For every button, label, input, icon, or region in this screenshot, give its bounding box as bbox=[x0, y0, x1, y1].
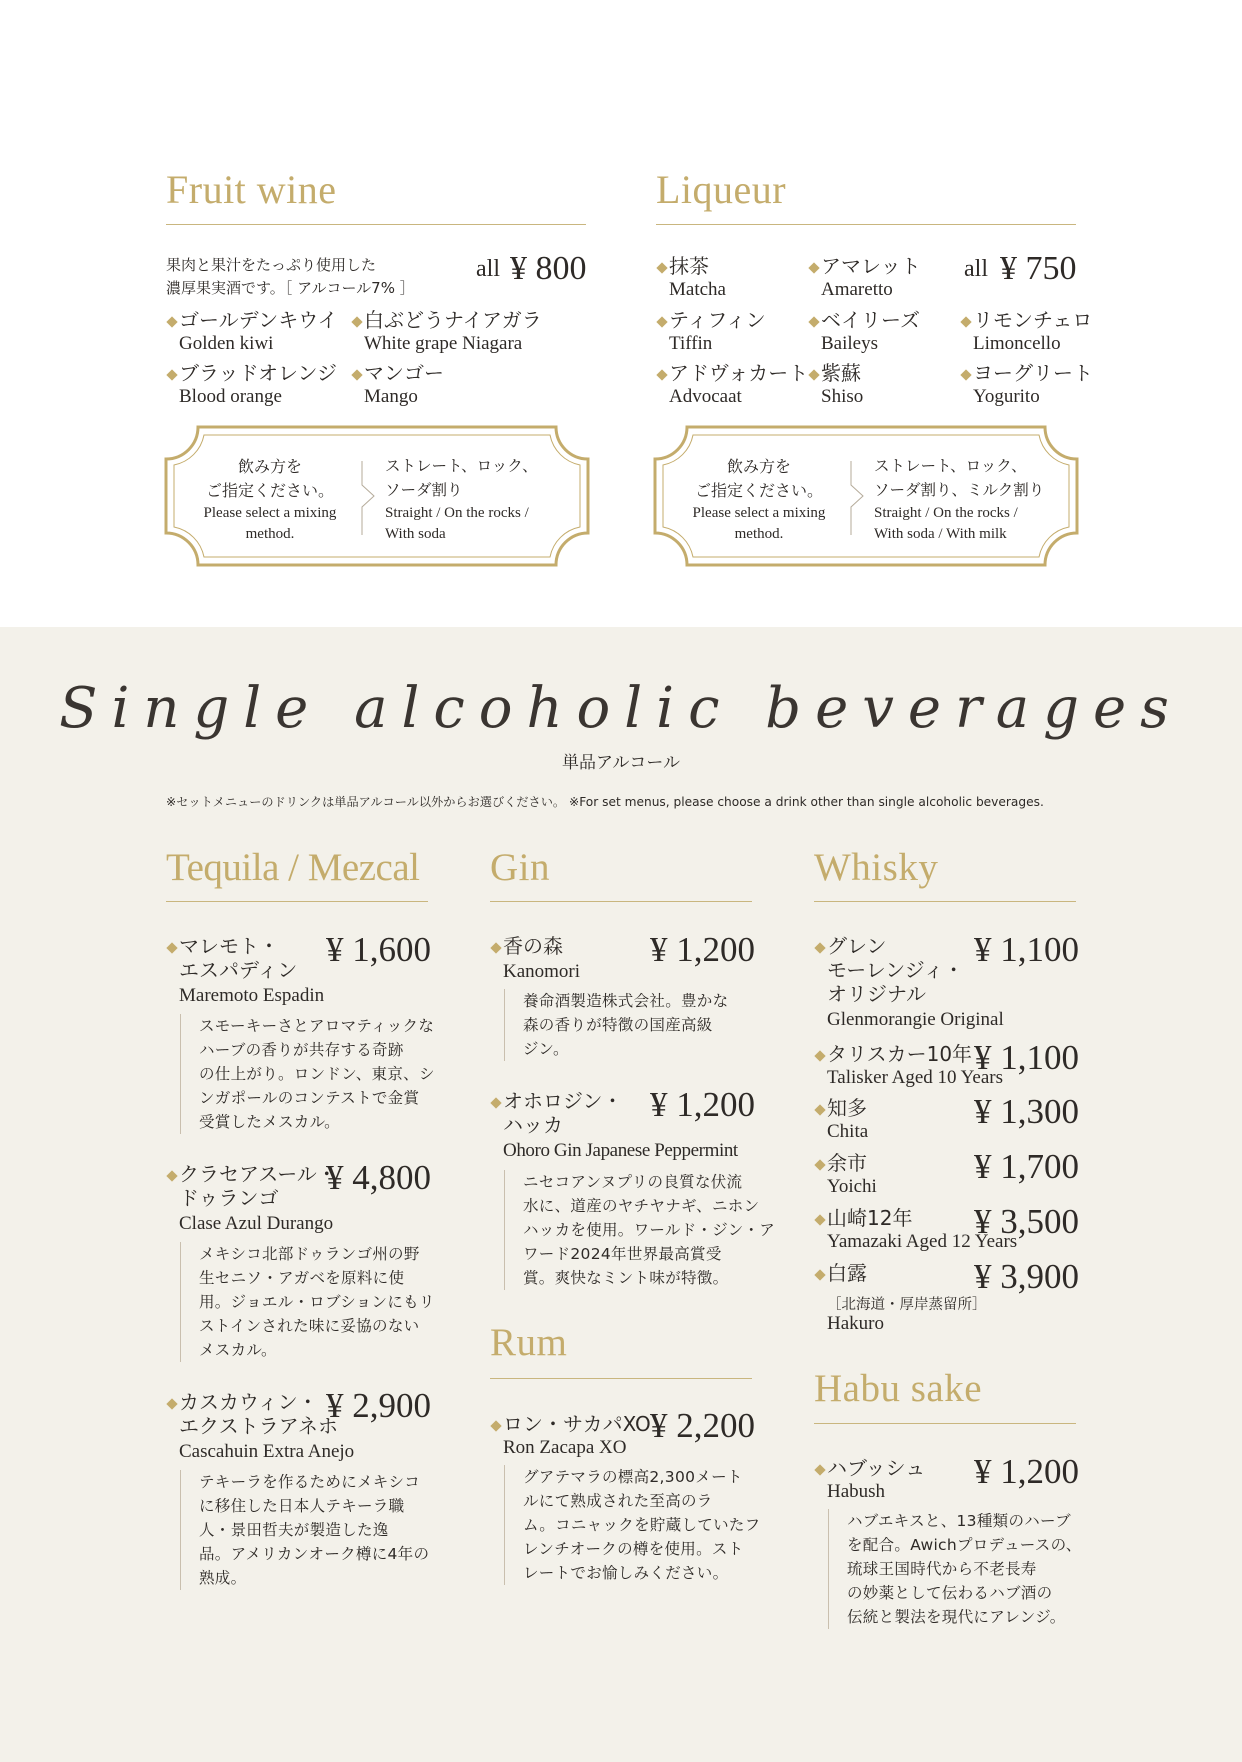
fruit-item-jp: ブラッドオレンジ bbox=[179, 361, 337, 385]
frame-right-text bbox=[385, 455, 538, 544]
fruit-item-en: White grape Niagara bbox=[364, 333, 523, 354]
rum-rule bbox=[490, 1378, 752, 1379]
whisky-item-jp: グレン モーレンジィ・ オリジナル bbox=[827, 934, 964, 1006]
tequila-item-jp: マレモト・ エスパディン bbox=[179, 934, 298, 982]
frame-left-en: method. bbox=[245, 526, 295, 542]
liqueur-item-en: Advocaat bbox=[669, 386, 742, 407]
liqueur-rule bbox=[656, 224, 1076, 225]
gin-item-jp: 香の森 bbox=[503, 934, 563, 958]
tequila-item-en: Cascahuin Extra Anejo bbox=[179, 1441, 355, 1462]
whisky-rule bbox=[814, 901, 1076, 902]
whisky-item-en: Glenmorangie Original bbox=[827, 1009, 1004, 1030]
tequila-item-desc: スモーキーさとアロマティックな ハーブの香りが共存する奇跡 の仕上がり。ロンドン、東京、シ ンガポールのコンテストで金賞 受賞したメスカル。 bbox=[180, 1014, 435, 1134]
fruit-wine-all-label: all bbox=[476, 256, 500, 282]
liqueur-item-en: Matcha bbox=[669, 279, 726, 300]
frame-right-jp: ソーダ割り、ミルク割り bbox=[874, 481, 1045, 499]
gin-item-desc: 養命酒製造株式会社。豊かな 森の香りが特徴の国産高級 ジン。 bbox=[504, 989, 728, 1061]
frame-left-en: method. bbox=[734, 526, 784, 542]
diamond-icon bbox=[351, 369, 362, 380]
whisky-item-en: Yamazaki Aged 12 Years bbox=[827, 1231, 1018, 1252]
whisky-item-jp: 白露 bbox=[827, 1261, 867, 1285]
gin-item-price: ¥ 1,200 bbox=[650, 1085, 755, 1124]
liqueur-title: Liqueur bbox=[656, 167, 787, 212]
rum-title: Rum bbox=[490, 1321, 568, 1364]
fruit-wine-title: Fruit wine bbox=[166, 167, 337, 212]
tequila-item-price: ¥ 4,800 bbox=[326, 1158, 431, 1197]
liqueur-all-label: all bbox=[964, 256, 988, 282]
liqueur-item-jp: リモンチェロ bbox=[973, 308, 1093, 332]
frame-left-jp: ご指定ください。 bbox=[205, 481, 334, 500]
frame-right-jp: ストレート、ロック、 bbox=[874, 457, 1027, 475]
gin-item-en: Kanomori bbox=[503, 961, 581, 982]
tequila-item-price: ¥ 1,600 bbox=[326, 930, 431, 969]
liqueur-item-jp: アマレット bbox=[821, 254, 921, 278]
tequila-item-en: Clase Azul Durango bbox=[179, 1213, 334, 1234]
habu-sake-rule bbox=[814, 1423, 1076, 1424]
diamond-icon bbox=[656, 369, 667, 380]
liqueur-item-en: Amaretto bbox=[821, 279, 893, 300]
frame-left-text bbox=[180, 455, 360, 544]
gin-item-price: ¥ 1,200 bbox=[650, 930, 755, 969]
fruit-wine-intro-line2: 濃厚果実酒です。［ アルコール7% ］ bbox=[166, 279, 415, 297]
liqueur-item-jp: 抹茶 bbox=[669, 254, 709, 278]
fruit-item-jp: マンゴー bbox=[364, 361, 444, 385]
frame-right-jp: ストレート、ロック、 bbox=[385, 457, 538, 475]
whisky-item-price: ¥ 1,100 bbox=[974, 1038, 1079, 1077]
liqueur-item-en: Shiso bbox=[821, 386, 864, 407]
whisky-item-price: ¥ 3,900 bbox=[974, 1257, 1079, 1296]
gin-rule bbox=[490, 901, 752, 902]
fruit-item-jp: ゴールデンキウイ bbox=[179, 308, 338, 332]
rum-item-en: Ron Zacapa XO bbox=[503, 1437, 627, 1458]
tequila-item-jp: クラセアスール・ ドゥランゴ bbox=[179, 1162, 337, 1210]
whisky-item-price: ¥ 1,300 bbox=[974, 1092, 1079, 1131]
tequila-item-desc: テキーラを作るためにメキシコ に移住した日本人テキーラ職 人・景田哲夫が製造した逸 品。アメリカンオーク樽に4年の 熟成。 bbox=[180, 1470, 429, 1590]
whisky-item-sub: ［北海道・厚岸蒸留所］ bbox=[827, 1297, 987, 1313]
whisky-item-price: ¥ 1,100 bbox=[974, 930, 1079, 969]
liqueur-item-en: Baileys bbox=[821, 333, 878, 354]
diamond-icon bbox=[808, 369, 819, 380]
gin-item-jp: オホロジン・ ハッカ bbox=[503, 1089, 623, 1137]
rum-item-price: ¥ 2,200 bbox=[650, 1406, 755, 1445]
habu-item-price: ¥ 1,200 bbox=[974, 1452, 1079, 1491]
diamond-icon bbox=[166, 369, 177, 380]
frame-left-jp: ご指定ください。 bbox=[694, 481, 823, 500]
frame-left-text bbox=[669, 455, 849, 544]
diamond-icon bbox=[166, 316, 177, 327]
whisky-item-jp: 山崎12年 bbox=[827, 1206, 913, 1230]
single-note: ※セットメニューのドリンクは単品アルコール以外からお選びください。 ※For set menus, please choose a drink other than single alcoholic beverages. bbox=[166, 795, 1044, 809]
tequila-rule bbox=[166, 901, 428, 902]
single-subtitle: 単品アルコール bbox=[562, 753, 680, 773]
habu-item-jp: ハブッシュ bbox=[827, 1456, 926, 1480]
frame-right-jp: ソーダ割り bbox=[385, 481, 463, 499]
tequila-item-price: ¥ 2,900 bbox=[326, 1386, 431, 1425]
diamond-icon bbox=[656, 262, 667, 273]
liqueur-item-jp: ティフィン bbox=[669, 308, 766, 332]
rum-item-jp: ロン・サカパXO bbox=[503, 1412, 651, 1436]
diamond-icon bbox=[960, 369, 971, 380]
gin-title: Gin bbox=[490, 846, 550, 889]
liqueur-price: ¥ 750 bbox=[1000, 250, 1077, 287]
liqueur-item-en: Limoncello bbox=[973, 333, 1061, 354]
fruit-wine-intro-line1: 果肉と果汁をたっぷり使用した bbox=[166, 256, 377, 274]
fruit-item-en: Blood orange bbox=[179, 386, 282, 407]
whisky-item-en: Chita bbox=[827, 1121, 869, 1142]
fruit-wine-rule bbox=[166, 224, 586, 225]
diamond-icon bbox=[808, 262, 819, 273]
liqueur-item-en: Tiffin bbox=[669, 333, 713, 354]
habu-item-en: Habush bbox=[827, 1481, 886, 1502]
frame-right-en: Straight / On the rocks / bbox=[385, 505, 529, 521]
frame-left-en: Please select a mixing bbox=[692, 505, 826, 521]
tequila-title: Tequila / Mezcal bbox=[166, 846, 420, 889]
frame-right-en: Straight / On the rocks / bbox=[874, 505, 1018, 521]
tequila-item-desc: メキシコ北部ドゥランゴ州の野 生セニソ・アガベを原料に使 用。ジョエル・ロブションにもリ ストインされた味に妥協のない メスカル。 bbox=[180, 1242, 435, 1362]
fruit-item-en: Mango bbox=[364, 386, 418, 407]
gin-item-en: Ohoro Gin Japanese Peppermint bbox=[503, 1140, 738, 1161]
rum-item-desc: グアテマラの標高2,300メート ルにて熟成された至高のラ ム。コニャックを貯蔵していたフ レンチオークの樽を使用。スト レートでお愉しみください。 bbox=[504, 1465, 760, 1585]
whisky-item-price: ¥ 1,700 bbox=[974, 1147, 1079, 1186]
gin-item-desc: ニセコアンヌプリの良質な伏流 水に、道産のヤチヤナギ、ニホン ハッカを使用。ワールド・ジン・ア ワード2024年世界最高賞受 賞。爽快なミント味が特徴。 bbox=[504, 1170, 775, 1290]
liqueur-item-en: Yogurito bbox=[973, 386, 1040, 407]
whisky-item-en: Talisker Aged 10 Years bbox=[827, 1067, 1003, 1088]
fruit-wine-price: ¥ 800 bbox=[510, 250, 587, 287]
whisky-item-jp: 余市 bbox=[827, 1151, 867, 1175]
single-script-title: Single alcoholic beverages bbox=[59, 676, 1183, 741]
frame-left-en: Please select a mixing bbox=[203, 505, 337, 521]
diamond-icon bbox=[808, 316, 819, 327]
habu-sake-title: Habu sake bbox=[814, 1367, 983, 1410]
diamond-icon bbox=[960, 316, 971, 327]
frame-right-text bbox=[874, 455, 1044, 544]
frame-left-jp: 飲み方を bbox=[237, 457, 302, 476]
liqueur-item-jp: 紫蘇 bbox=[821, 361, 861, 385]
whisky-item-jp: 知多 bbox=[827, 1096, 867, 1120]
diamond-icon bbox=[656, 316, 667, 327]
whisky-item-jp: タリスカー10年 bbox=[827, 1042, 973, 1066]
whisky-item-en: Hakuro bbox=[827, 1313, 884, 1334]
whisky-title: Whisky bbox=[814, 846, 939, 889]
tequila-item-en: Maremoto Espadin bbox=[179, 985, 325, 1006]
habu-item-desc: ハブエキスと、13種類のハーブ を配合。Awichプロデュースの、 琉球王国時代から不老長寿 の妙薬として伝わるハブ酒の 伝統と製法を現代にアレンジ。 bbox=[828, 1509, 1082, 1629]
frame-right-en: With soda bbox=[385, 526, 446, 542]
whisky-item-price: ¥ 3,500 bbox=[974, 1202, 1079, 1241]
frame-right-en: With soda / With milk bbox=[874, 526, 1007, 542]
tequila-item-jp: カスカウィン・ エクストラアネホ bbox=[179, 1390, 338, 1438]
fruit-wine-intro bbox=[166, 254, 415, 300]
diamond-icon bbox=[351, 316, 362, 327]
liqueur-item-jp: ヨーグリート bbox=[973, 361, 1093, 385]
frame-left-jp: 飲み方を bbox=[726, 457, 791, 476]
fruit-item-en: Golden kiwi bbox=[179, 333, 274, 354]
fruit-item-jp: 白ぶどうナイアガラ bbox=[364, 308, 542, 332]
liqueur-item-jp: ベイリーズ bbox=[821, 308, 920, 332]
whisky-item-en: Yoichi bbox=[827, 1176, 877, 1197]
liqueur-item-jp: アドヴォカート bbox=[669, 361, 809, 385]
